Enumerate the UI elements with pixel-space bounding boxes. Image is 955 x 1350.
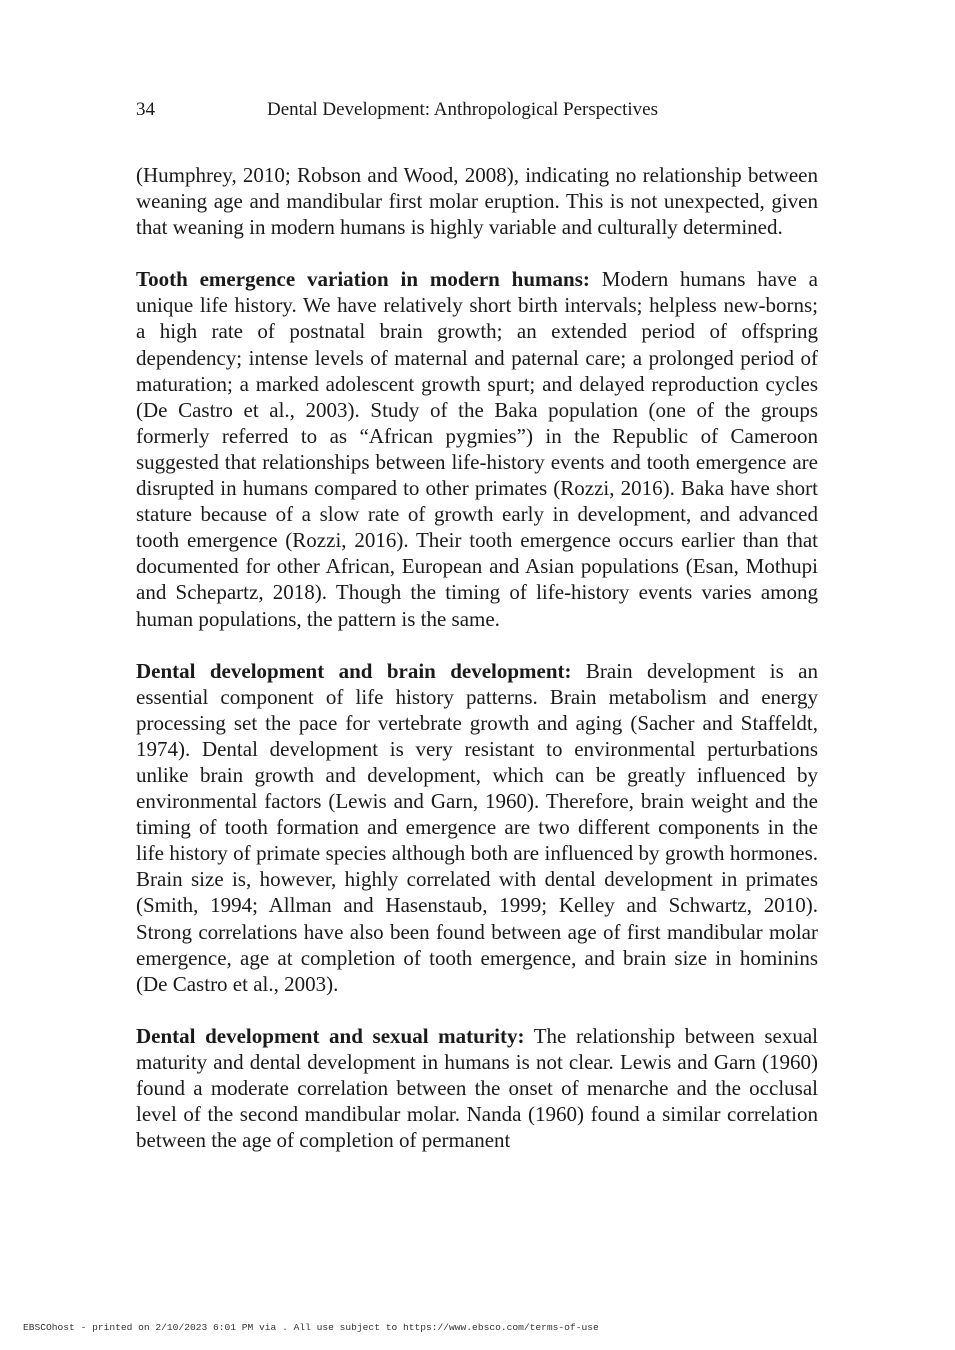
running-title: Dental Development: Anthropological Perspectives [267, 99, 658, 120]
paragraph-text: (Humphrey, 2010; Robson and Wood, 2008), indicating no relationship between weaning age and mandibular first molar eruption. This is not unexpected, given that weaning in modern humans is highly variable and culturally determined. [136, 163, 818, 240]
print-footer: EBSCOhost - printed on 2/10/2023 6:01 PM via . All use subject to https://www.ebsco.com/terms-of-use [23, 1322, 599, 1333]
paragraph-heading: Tooth emergence variation in modern humans: [136, 267, 590, 292]
paragraph-tooth-emergence [136, 266, 818, 631]
paragraph-text: Brain development is an essential component of life history patterns. Brain metabolism and energy processing set the pace for vertebrate growth and aging (Sacher and Staffeldt, 1974). Dental development is very resistant to environmental perturbations unlike brain growth and development, which can be greatly influenced by environmental factors (Lewis and Garn, 1960). Therefore, brain weight and the timing of tooth formation and emergence are two different components in the life history of primate species although both are influenced by growth hormones. Brain size is, however, highly correlated with dental development in primates (Smith, 1994; Allman and Hasenstaub, 1999; Kelley and Schwartz, 2010). Strong correlations have also been found between age of first mandibular molar emergence, age at completion of tooth emergence, and brain size in hominins (De Castro et al., 2003). [136, 658, 819, 996]
paragraph-heading: Dental development and sexual maturity: [136, 1023, 525, 1048]
paragraph-sexual-maturity [136, 1023, 818, 1153]
body-text [136, 162, 818, 1153]
paragraph-text: The relationship between sexual maturity and dental development in humans is not clear. Lewis and Garn (1960) found a moderate correlation between the onset of menarche and the occlusal level of the second mandibular molar. Nanda (1960) found a similar correlation between the age of completion of permanent [136, 1023, 818, 1153]
paragraph-brain-development [136, 658, 818, 997]
running-header [136, 97, 818, 123]
paragraph-heading: Dental development and brain development: [136, 658, 572, 683]
page-number: 34 [136, 99, 155, 120]
paragraph-text: Modern humans have a unique life history. We have relatively short birth intervals; helpless new-borns; a high rate of postnatal brain growth; an extended period of offspring dependency; intense levels of maternal and paternal care; a prolonged period of maturation; a marked adolescent growth spurt; and delayed reproduction cycles (De Castro et al., 2003). Study of the Baka population (one of the groups formerly referred to as “African pygmies”) in the Republic of Cameroon suggested that relationships between life-history events and tooth emergence are disrupted in humans compared to other primates (Rozzi, 2016). Baka have short stature because of a slow rate of growth early in development, and advanced tooth emergence (Rozzi, 2016). Their tooth emergence occurs earlier than that documented for other African, European and Asian populations (Esan, Mothupi and Schepartz, 2018). Though the timing of life-history events varies among human populations, the pattern is the same. [136, 267, 819, 631]
paragraph-continuation [136, 162, 818, 240]
